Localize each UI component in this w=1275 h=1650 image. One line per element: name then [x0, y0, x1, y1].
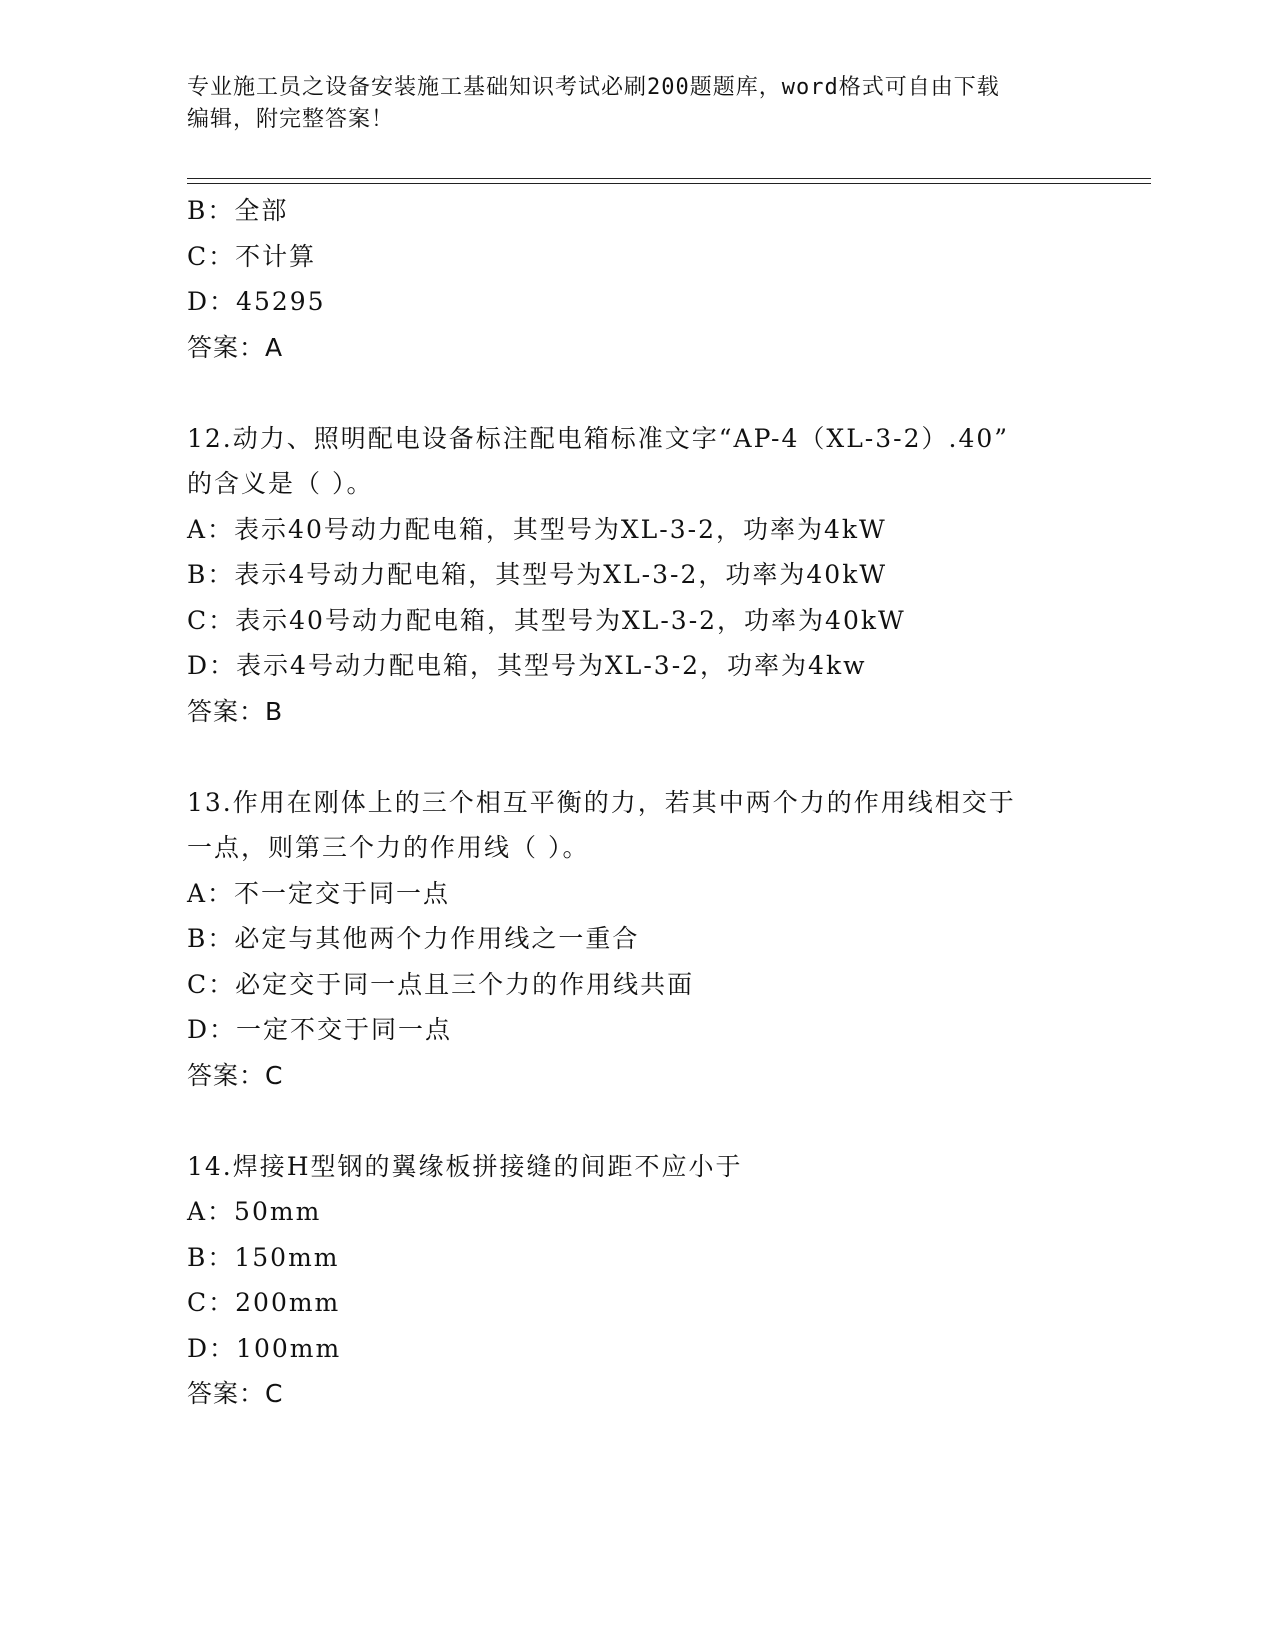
option-d: D：100mm	[187, 1333, 342, 1363]
option-b: B：全部	[187, 196, 289, 225]
option-d: D：45295	[187, 287, 326, 316]
header-divider	[187, 178, 1151, 184]
option-c: C：不计算	[187, 241, 317, 271]
header-line-1: 专业施工员之设备安装施工基础知识考试必刷200题题库，word格式可自由下载	[187, 75, 1000, 100]
option-a: A：表示40号动力配电箱，其型号为XL-3-2，功率为4kW	[187, 514, 887, 544]
question-text-line-2: 的含义是（ ）。	[187, 469, 374, 498]
question-text-line-1: 13.作用在刚体上的三个相互平衡的力，若其中两个力的作用线相交于	[187, 787, 1016, 817]
answer-line: 答案：B	[187, 696, 284, 726]
question-block-13	[187, 780, 1087, 1099]
question-list	[187, 188, 1087, 1417]
question-block-14	[187, 1144, 1087, 1417]
question-text-line-1: 12.动力、照明配电设备标注配电箱标准文字“AP-4（XL-3-2）.40”	[187, 423, 1010, 453]
option-d: D：表示4号动力配电箱，其型号为XL-3-2，功率为4kw	[187, 651, 867, 680]
option-c: C：必定交于同一点且三个力的作用线共面	[187, 969, 695, 999]
answer-line: 答案：A	[187, 332, 284, 362]
option-a: A：不一定交于同一点	[187, 878, 451, 908]
option-a: A：50mm	[187, 1197, 322, 1226]
block-spacer	[187, 734, 1087, 780]
answer-line: 答案：C	[187, 1060, 284, 1090]
option-d: D：一定不交于同一点	[187, 1015, 453, 1044]
question-block-12	[187, 416, 1087, 735]
block-spacer	[187, 370, 1087, 416]
question-text-line-1: 14.焊接H型钢的翼缘板拼接缝的间距不应小于	[187, 1151, 743, 1181]
header-line-2: 编辑，附完整答案！	[187, 107, 395, 132]
option-b: B：表示4号动力配电箱，其型号为XL-3-2，功率为40kW	[187, 560, 888, 589]
document-header	[187, 72, 1067, 136]
block-spacer	[187, 1098, 1087, 1144]
option-c: C：200mm	[187, 1288, 341, 1317]
option-b: B：150mm	[187, 1242, 340, 1272]
question-text-line-2: 一点，则第三个力的作用线（ ）。	[187, 833, 590, 862]
answer-line: 答案：C	[187, 1379, 284, 1408]
option-c: C：表示40号动力配电箱，其型号为XL-3-2，功率为40kW	[187, 605, 906, 635]
question-block-11	[187, 188, 1087, 370]
option-b: B：必定与其他两个力作用线之一重合	[187, 924, 640, 953]
